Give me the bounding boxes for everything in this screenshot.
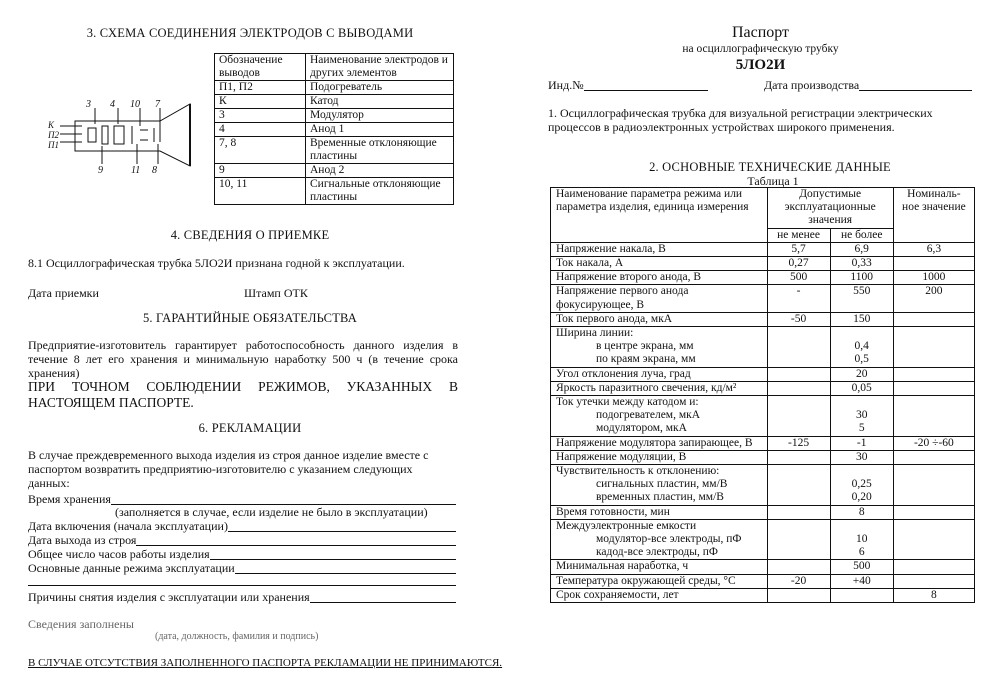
table-row xyxy=(551,271,975,285)
storage-time-field[interactable] xyxy=(28,492,456,506)
pin-label-p2: П2 xyxy=(48,130,59,140)
max-cell xyxy=(830,519,893,533)
nominal-cell xyxy=(893,533,974,546)
max-cell: 1100 xyxy=(830,271,893,285)
pin-label-8: 8 xyxy=(152,165,157,176)
nominal-cell: 200 xyxy=(893,285,974,312)
prod-date-line[interactable] xyxy=(859,78,972,91)
mode-data-field[interactable] xyxy=(28,561,456,575)
min-cell xyxy=(767,381,830,395)
section-4-title: 4. СВЕДЕНИЯ О ПРИЕМКЕ xyxy=(170,228,330,242)
max-cell: 30 xyxy=(830,450,893,464)
table-row xyxy=(551,533,975,546)
signature-note: (дата, должность, фамилия и подпись) xyxy=(155,631,319,642)
table-row xyxy=(215,81,454,95)
col-header: Наименование электродов и других элементов xyxy=(306,54,454,81)
param-cell: Время готовности, мин xyxy=(551,505,768,519)
pin-label-3: 3 xyxy=(86,99,91,110)
storage-time-label: Время хранения xyxy=(28,492,111,506)
hours-label: Общее число часов работы изделия xyxy=(28,547,210,561)
table-row xyxy=(551,409,975,422)
table-row xyxy=(551,327,975,341)
acceptance-date-label: Дата приемки xyxy=(28,286,99,300)
col-header-param: Наименование параметра режима или параметра изделия, единица измерения xyxy=(551,188,768,243)
param-cell: кадод-все электроды, пФ xyxy=(551,546,768,560)
cell: 9 xyxy=(215,164,306,178)
param-cell: Чувствительность к отклонению: xyxy=(551,465,768,479)
nominal-cell xyxy=(893,574,974,588)
max-cell: 8 xyxy=(830,505,893,519)
min-cell: 5,7 xyxy=(767,242,830,256)
table-row xyxy=(551,588,975,602)
cell: Модулятор xyxy=(306,109,454,123)
col-header-max: не более xyxy=(830,228,893,242)
table-row xyxy=(551,574,975,588)
nominal-cell xyxy=(893,546,974,560)
nominal-cell xyxy=(893,478,974,491)
max-cell: 550 xyxy=(830,285,893,312)
min-cell: 500 xyxy=(767,271,830,285)
table-row xyxy=(551,312,975,326)
passport-title: Паспорт xyxy=(731,24,790,41)
max-cell: 150 xyxy=(830,312,893,326)
footer-warning: В СЛУЧАЕ ОТСУТСТВИЯ ЗАПОЛНЕННОГО ПАСПОРТА РЕКЛАМАЦИИ НЕ ПРИНИМАЮТСЯ. xyxy=(28,657,503,669)
mode-data-label: Основные данные режима эксплуатации xyxy=(28,561,235,575)
col-header-allowed: Допустимые эксплуатационные значения xyxy=(767,188,893,229)
min-cell xyxy=(767,519,830,533)
max-cell: 0,25 xyxy=(830,478,893,491)
table-row xyxy=(551,353,975,367)
reasons-label: Причины снятия изделия с эксплуатации или хранения xyxy=(28,590,310,604)
nominal-cell: -20 ÷-60 xyxy=(893,436,974,450)
warranty-caps: ПРИ ТОЧНОМ СОБЛЮДЕНИИ РЕЖИМОВ, УКАЗАННЫХ В НАСТОЯЩЕМ ПАСПОРТЕ. xyxy=(28,379,458,410)
min-cell xyxy=(767,353,830,367)
tech-data-table xyxy=(550,187,975,603)
param-cell: подогревателем, мкА xyxy=(551,409,768,422)
blank-line xyxy=(28,585,456,586)
max-cell: 0,4 xyxy=(830,340,893,353)
tube-model: 5ЛО2И xyxy=(735,57,786,73)
cell: Катод xyxy=(306,95,454,109)
nominal-cell xyxy=(893,519,974,533)
param-cell: Междуэлектронные емкости xyxy=(551,519,768,533)
param-cell: Ток первого анода, мкА xyxy=(551,312,768,326)
table-row xyxy=(551,491,975,505)
nominal-cell xyxy=(893,353,974,367)
acceptance-text: 8.1 Осциллографическая трубка 5ЛО2И признана годной к эксплуатации. xyxy=(28,256,405,270)
max-cell xyxy=(830,588,893,602)
min-cell xyxy=(767,560,830,574)
nominal-cell xyxy=(893,381,974,395)
max-cell: 0,5 xyxy=(830,353,893,367)
pin-label-7: 7 xyxy=(155,99,160,110)
table-row xyxy=(551,505,975,519)
table-row xyxy=(551,367,975,381)
start-date-label: Дата включения (начала эксплуатации) xyxy=(28,519,228,533)
nominal-cell xyxy=(893,312,974,326)
electrode-table xyxy=(214,53,454,205)
storage-note: (заполняется в случае, если изделие не было в эксплуатации) xyxy=(115,505,428,519)
nominal-cell xyxy=(893,505,974,519)
table-row xyxy=(551,519,975,533)
section-5-title: 5. ГАРАНТИЙНЫЕ ОБЯЗАТЕЛЬСТВА xyxy=(142,311,358,325)
param-cell: Температура окружающей среды, °С xyxy=(551,574,768,588)
fail-date-field[interactable] xyxy=(28,533,456,547)
min-cell: - xyxy=(767,285,830,312)
table-row xyxy=(215,109,454,123)
param-cell: Минимальная наработка, ч xyxy=(551,560,768,574)
param-cell: Напряжение первого анода фокусирующее, В xyxy=(551,285,768,312)
nominal-cell xyxy=(893,257,974,271)
nominal-cell xyxy=(893,560,974,574)
col-header-min: не менее xyxy=(767,228,830,242)
max-cell xyxy=(830,396,893,410)
param-cell: Напряжение модулятора запирающее, В xyxy=(551,436,768,450)
prod-date-field[interactable] xyxy=(764,78,972,92)
min-cell xyxy=(767,422,830,436)
cell: Подогреватель xyxy=(306,81,454,95)
table-row xyxy=(215,54,454,81)
table-row xyxy=(551,560,975,574)
max-cell: 6,9 xyxy=(830,242,893,256)
max-cell: 30 xyxy=(830,409,893,422)
section-2-title: 2. ОСНОВНЫЕ ТЕХНИЧЕСКИЕ ДАННЫЕ xyxy=(649,160,891,174)
max-cell: 20 xyxy=(830,367,893,381)
param-cell: Ток накала, А xyxy=(551,257,768,271)
col-header: Обозначение выводов xyxy=(215,54,306,81)
table-row xyxy=(551,381,975,395)
nominal-cell: 6,3 xyxy=(893,242,974,256)
max-cell: 0,20 xyxy=(830,491,893,505)
table-row xyxy=(551,478,975,491)
reasons-field[interactable] xyxy=(28,590,456,604)
table-row xyxy=(551,188,975,229)
fail-date-label: Дата выхода из строя xyxy=(28,533,137,547)
table-row xyxy=(551,340,975,353)
nominal-cell xyxy=(893,340,974,353)
table-row xyxy=(215,123,454,137)
hours-line[interactable] xyxy=(210,547,456,560)
cell: 4 xyxy=(215,123,306,137)
min-cell xyxy=(767,505,830,519)
max-cell: 500 xyxy=(830,560,893,574)
cell: Сигнальные отклоняющие пластины xyxy=(306,178,454,205)
table-row xyxy=(551,242,975,256)
nominal-cell xyxy=(893,409,974,422)
max-cell xyxy=(830,327,893,341)
max-cell: 0,05 xyxy=(830,381,893,395)
min-cell xyxy=(767,491,830,505)
table-row xyxy=(551,546,975,560)
cell: П1, П2 xyxy=(215,81,306,95)
param-cell: модулятор-все электроды, пФ xyxy=(551,533,768,546)
param-cell: Напряжение второго анода, В xyxy=(551,271,768,285)
storage-time-line[interactable] xyxy=(111,492,456,505)
cell: 7, 8 xyxy=(215,137,306,164)
param-cell: Яркость паразитного свечения, кд/м² xyxy=(551,381,768,395)
param-cell: Напряжение модуляции, В xyxy=(551,450,768,464)
fail-date-line[interactable] xyxy=(136,533,456,546)
claims-text: В случае преждевременного выхода изделия из строя данное изделие вместе с паспортом возвратить предприятию-изготовителю с указанием следующих данных: xyxy=(28,448,429,490)
passport-subtitle: на осциллографическую трубку xyxy=(682,43,839,55)
min-cell xyxy=(767,533,830,546)
table-row xyxy=(551,450,975,464)
nominal-cell xyxy=(893,327,974,341)
pin-label-10: 10 xyxy=(130,99,140,110)
cell: К xyxy=(215,95,306,109)
param-cell: сигнальных пластин, мм/В xyxy=(551,478,768,491)
section-6-title: 6. РЕКЛАМАЦИИ xyxy=(198,421,302,435)
max-cell: 0,33 xyxy=(830,257,893,271)
table-row xyxy=(551,422,975,436)
nominal-cell xyxy=(893,367,974,381)
filled-by-label: Сведения заполнены xyxy=(28,617,134,631)
section-1-text: 1. Осциллографическая трубка для визуальной регистрации электрических процессов в радиоэлектронных устройствах широкого применения. xyxy=(548,106,933,134)
ind-number-field[interactable] xyxy=(548,78,708,92)
nominal-cell xyxy=(893,450,974,464)
cell: Анод 1 xyxy=(306,123,454,137)
min-cell xyxy=(767,327,830,341)
min-cell xyxy=(767,478,830,491)
min-cell xyxy=(767,450,830,464)
table-row xyxy=(551,257,975,271)
min-cell xyxy=(767,465,830,479)
min-cell: 0,27 xyxy=(767,257,830,271)
max-cell: -1 xyxy=(830,436,893,450)
pin-label-4: 4 xyxy=(110,99,115,110)
nominal-cell xyxy=(893,422,974,436)
param-cell: по краям экрана, мм xyxy=(551,353,768,367)
pin-label-k: К xyxy=(48,120,54,130)
min-cell: -50 xyxy=(767,312,830,326)
table-row xyxy=(215,95,454,109)
section-3-title: 3. СХЕМА СОЕДИНЕНИЯ ЭЛЕКТРОДОВ С ВЫВОДАМИ xyxy=(86,26,414,40)
cell: Временные отклоняющие пластины xyxy=(306,137,454,164)
reasons-line[interactable] xyxy=(310,590,456,603)
param-cell: Напряжение накала, В xyxy=(551,242,768,256)
max-cell: +40 xyxy=(830,574,893,588)
min-cell xyxy=(767,340,830,353)
nominal-cell xyxy=(893,491,974,505)
nominal-cell: 8 xyxy=(893,588,974,602)
col-header-nominal: Номиналь-ное значение xyxy=(893,188,974,243)
min-cell: -20 xyxy=(767,574,830,588)
min-cell xyxy=(767,588,830,602)
prod-date-label: Дата производства xyxy=(764,78,860,92)
max-cell xyxy=(830,465,893,479)
table-row xyxy=(551,436,975,450)
nominal-cell xyxy=(893,396,974,410)
table-row xyxy=(215,137,454,164)
param-cell: Ширина линии: xyxy=(551,327,768,341)
table-row xyxy=(551,285,975,312)
param-cell: модулятором, мкА xyxy=(551,422,768,436)
min-cell xyxy=(767,546,830,560)
crt-schematic xyxy=(40,96,215,176)
otk-stamp-label: Штамп ОТК xyxy=(244,286,308,300)
min-cell xyxy=(767,409,830,422)
min-cell: -125 xyxy=(767,436,830,450)
cell: Анод 2 xyxy=(306,164,454,178)
min-cell xyxy=(767,396,830,410)
table-row xyxy=(551,396,975,410)
max-cell: 6 xyxy=(830,546,893,560)
max-cell: 5 xyxy=(830,422,893,436)
max-cell: 10 xyxy=(830,533,893,546)
pin-label-11: 11 xyxy=(131,165,141,176)
mode-data-line[interactable] xyxy=(235,561,456,574)
ind-number-line[interactable] xyxy=(584,78,708,91)
param-cell: временных пластин, мм/В xyxy=(551,491,768,505)
min-cell xyxy=(767,367,830,381)
hours-field[interactable] xyxy=(28,547,456,561)
pin-label-9: 9 xyxy=(98,165,103,176)
table-row xyxy=(215,164,454,178)
table-row xyxy=(551,465,975,479)
param-cell: Срок сохраняемости, лет xyxy=(551,588,768,602)
warranty-text: Предприятие-изготовитель гарантирует работоспособность данного изделия в течение 8 лет его хранения и минимальную наработку 500 ч (в течение срока хранения) xyxy=(28,338,458,380)
table-caption: Таблица 1 xyxy=(747,174,799,188)
pin-label-p1: П1 xyxy=(48,140,59,150)
param-cell: Угол отклонения луча, град xyxy=(551,367,768,381)
nominal-cell: 1000 xyxy=(893,271,974,285)
table-row xyxy=(215,178,454,205)
param-cell: Ток утечки между катодом и: xyxy=(551,396,768,410)
ind-number-label: Инд.№ xyxy=(548,78,584,92)
start-date-field[interactable] xyxy=(28,519,456,533)
tech-data-body xyxy=(551,242,975,602)
cell: 3 xyxy=(215,109,306,123)
start-date-line[interactable] xyxy=(228,519,456,532)
cell: 10, 11 xyxy=(215,178,306,205)
nominal-cell xyxy=(893,465,974,479)
param-cell: в центре экрана, мм xyxy=(551,340,768,353)
